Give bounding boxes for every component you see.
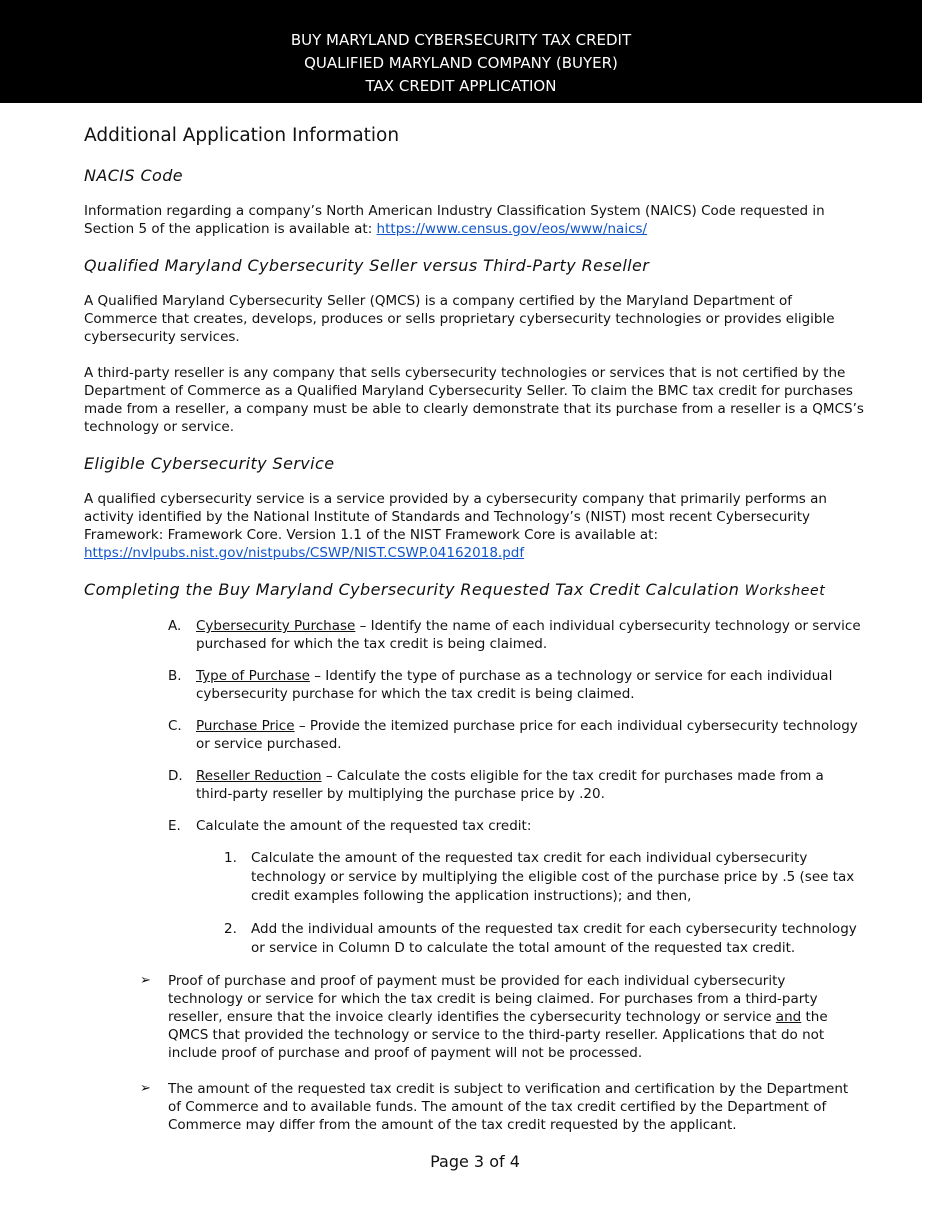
list-marker: E. [168, 818, 181, 834]
list-item [84, 667, 864, 703]
item-text: – Identify the type of purchase as a technology or service for each individual cybersecurity purchase for which the tax credit is being claimed. [196, 668, 833, 702]
nist-link[interactable]: https://nvlpubs.nist.gov/nistpubs/CSWP/NIST.CSWP.04162018.pdf [84, 545, 525, 561]
list-item [84, 717, 864, 753]
document-header [0, 0, 922, 103]
list-marker: 1. [224, 850, 237, 866]
list-item [84, 817, 864, 958]
worksheet-steps [84, 617, 864, 958]
eligible-heading: Eligible Cybersecurity Service [84, 454, 335, 473]
worksheet-heading [84, 580, 864, 601]
page-title: Additional Application Information [84, 125, 400, 146]
list-marker: B. [168, 668, 182, 684]
document-body [84, 124, 864, 1152]
list-item [196, 920, 864, 958]
worksheet-heading-text: Completing the Buy Maryland Cybersecurity Requested Tax Credit Calculation [84, 580, 740, 599]
list-marker: 2. [224, 921, 237, 937]
item-text: Calculate the amount of the requested tax credit: [196, 818, 532, 834]
item-label: Cybersecurity Purchase [196, 618, 356, 634]
page-number: Page 3 of 4 [430, 1152, 520, 1171]
header-line-1: BUY MARYLAND CYBERSECURITY TAX CREDIT [290, 31, 632, 49]
naics-paragraph [84, 202, 864, 238]
list-marker: A. [168, 618, 182, 634]
arrow-bullet-icon: ➢ [140, 973, 151, 988]
list-item [84, 617, 864, 653]
naics-heading: NACIS Code [84, 166, 184, 185]
arrow-bullet-icon: ➢ [140, 1081, 151, 1096]
item-label: Purchase Price [196, 718, 295, 734]
calculation-substeps [196, 849, 864, 958]
item-text: – Provide the itemized purchase price for each individual cybersecurity technology or service purchased. [196, 718, 858, 752]
list-item [196, 849, 864, 906]
eligible-text: A qualified cybersecurity service is a service provided by a cybersecurity company that primarily performs an activity identified by the National Institute of Standards and Technology’s (NIST) most recent Cybersecurity Framework: Framework Core. Version 1.1 of the NIST Framework Core is available at: [84, 491, 827, 543]
eligible-paragraph [84, 490, 864, 562]
bullet-text-part-2: the QMCS that provided the technology or service to the third-party reseller. Applications that do not include proof of purchase and proof of payment will not be processed. [168, 1009, 828, 1061]
list-item [84, 767, 864, 803]
header-line-3: TAX CREDIT APPLICATION [365, 77, 557, 95]
header-line-2: QUALIFIED MARYLAND COMPANY (BUYER) [304, 54, 618, 72]
list-marker: C. [168, 718, 182, 734]
bullet-text-part-1: Proof of purchase and proof of payment must be provided for each individual cybersecurity technology or service for which the tax credit is being claimed. For purchases from a third-party reseller, ensure that the invoice clearly identifies the cybersecurity technology or service [168, 973, 818, 1025]
bullet-text: The amount of the requested tax credit is subject to verification and certification by the Department of Commerce and to available funds. The amount of the tax credit certified by the Department of Commerce may differ from the amount of the tax credit requested by the applicant. [168, 1081, 849, 1133]
qmcs-paragraph-1: A Qualified Maryland Cybersecurity Seller (QMCS) is a company certified by the Maryland Department of Commerce that creates, develops, produces or sells proprietary cybersecurity technologies or provides eligible cybersecurity services. [84, 293, 835, 345]
naics-link[interactable]: https://www.census.gov/eos/www/naics/ [376, 221, 648, 237]
qmcs-paragraph-2: A third-party reseller is any company that sells cybersecurity technologies or services that is not certified by the Department of Commerce as a Qualified Maryland Cybersecurity Seller. To claim the BMC tax credit for purchases made from a reseller, a company must be able to clearly demonstrate that its purchase from a reseller is a QMCS’s technology or service. [84, 365, 864, 435]
item-label: Type of Purchase [196, 668, 310, 684]
naics-text: Information regarding a company’s North American Industry Classification System (NAICS) Code requested in Section 5 of the application is available at: [84, 203, 825, 237]
item-text: – Calculate the costs eligible for the tax credit for purchases made from a third-party reseller by multiplying the purchase price by .20. [196, 768, 824, 802]
item-label: Reseller Reduction [196, 768, 322, 784]
bullet-text-and: and [775, 1009, 802, 1025]
item-text: Calculate the amount of the requested tax credit for each individual cybersecurity technology or service by multiplying the eligible cost of the purchase price by .5 (see tax credit examples following the application instructions); and then, [251, 850, 855, 904]
worksheet-heading-small: Worksheet [744, 583, 826, 599]
list-marker: D. [168, 768, 183, 784]
bullet-verification [84, 1080, 864, 1134]
item-text: Add the individual amounts of the requested tax credit for each cybersecurity technology or service in Column D to calculate the total amount of the requested tax credit. [251, 921, 857, 956]
item-text: – Identify the name of each individual cybersecurity technology or service purchased for which the tax credit is being claimed. [196, 618, 861, 652]
qmcs-heading: Qualified Maryland Cybersecurity Seller versus Third-Party Reseller [84, 256, 650, 275]
bullet-proof-of-purchase [84, 972, 864, 1062]
